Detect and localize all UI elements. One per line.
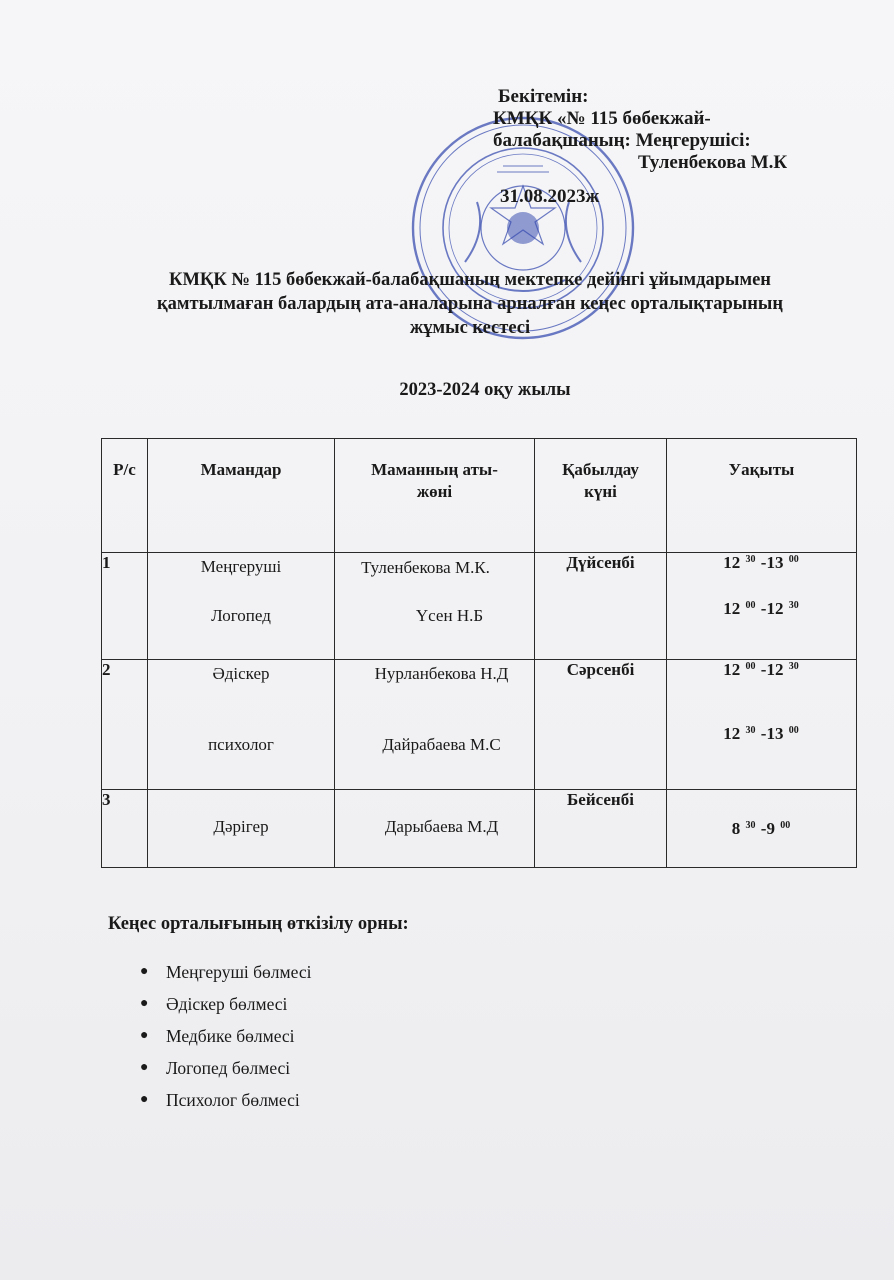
specialist-name: Дарыбаева М.Д (384, 817, 499, 836)
time-slot: 12 $^{30}$ -13 $^{00}$ (723, 553, 799, 572)
list-item: ● Логопед бөлмесі (140, 1058, 291, 1078)
specialist-cell (148, 660, 335, 790)
specialist-title: психолог (208, 735, 274, 754)
table-row (102, 660, 857, 790)
bullet-dot-icon: ● (140, 964, 149, 979)
header-day-line2: күні (584, 482, 617, 501)
academic-year: 2023-2024 оқу жылы (399, 380, 571, 400)
list-item: ● Медбике бөлмесі (140, 1026, 295, 1046)
document-title (90, 268, 850, 340)
approval-position: балабақшаның: Меңгерушісі: (493, 130, 751, 151)
time-cell (667, 553, 857, 660)
table-row (102, 790, 857, 868)
time-cell (667, 660, 857, 790)
places-list (140, 960, 311, 1120)
specialist-name: Үсен Н.Б (415, 606, 484, 625)
time-cell (667, 790, 857, 868)
specialist-cell (148, 553, 335, 660)
table-row (102, 553, 857, 660)
header-name-line2: жөні (416, 482, 453, 501)
name-cell (335, 790, 535, 868)
table-header-row (102, 439, 857, 553)
title-line-1: КМҚК № 115 бөбекжай-балабақшаның мектепке дейінгі ұйымдарымен (169, 270, 771, 290)
bullet-dot-icon: ● (140, 1092, 149, 1107)
reception-day: Сәрсенбі (535, 660, 667, 790)
specialist-cell (148, 790, 335, 868)
row-number: 1 (102, 553, 148, 660)
title-line-2: қамтылмаған балардың ата-аналарына арналған кеңес орталықтарының (156, 294, 784, 314)
time-slot: 12 $^{00}$ -12 $^{30}$ (723, 660, 799, 679)
approval-block (493, 86, 873, 208)
row-number: 3 (102, 790, 148, 868)
specialist-name: Дайрабаева М.С (382, 735, 501, 754)
reception-day: Дүйсенбі (535, 553, 667, 660)
header-day-line1: Қабылдау (562, 460, 639, 479)
name-cell (335, 660, 535, 790)
name-cell (335, 553, 535, 660)
bullet-dot-icon: ● (140, 1060, 149, 1075)
time-slot: 8 $^{30}$ -9 $^{00}$ (731, 818, 791, 838)
schedule-table (101, 438, 857, 868)
reception-day: Бейсенбі (535, 790, 667, 868)
header-time: Уақыты (667, 439, 857, 553)
header-name-line1: Маманның аты- (371, 460, 498, 479)
bullet-dot-icon: ● (140, 996, 149, 1011)
list-item: ● Психолог бөлмесі (140, 1090, 300, 1110)
title-line-3: жұмыс кестесі (409, 318, 531, 338)
header-day (535, 439, 667, 553)
specialist-title: Әдіскер (212, 664, 270, 683)
approval-heading: Бекітемін: (498, 86, 589, 107)
row-number: 2 (102, 660, 148, 790)
specialist-name: Туленбекова М.К. (361, 558, 490, 577)
time-slot: 12 $^{00}$ -12 $^{30}$ (723, 599, 799, 618)
approval-org: КМҚК «№ 115 бөбекжай- (493, 108, 711, 129)
list-item: ● Меңгеруші бөлмесі (140, 962, 312, 982)
places-heading: Кеңес орталығының өткізілу орны: (108, 914, 409, 934)
header-no: Р/с (102, 439, 148, 553)
specialist-title: Логопед (211, 606, 271, 625)
specialist-title: Дәрігер (213, 817, 269, 836)
specialist-name: Нурланбекова Н.Д (374, 664, 509, 683)
approval-signatory: Туленбекова М.К (638, 152, 788, 173)
specialist-title: Меңгеруші (200, 557, 282, 576)
list-item: ● Әдіскер бөлмесі (140, 994, 288, 1014)
header-name (335, 439, 535, 553)
time-slot: 12 $^{30}$ -13 $^{00}$ (723, 724, 799, 743)
bullet-dot-icon: ● (140, 1028, 149, 1043)
approval-date: 31.08.2023ж (500, 186, 600, 207)
header-specialists: Мамандар (148, 439, 335, 553)
